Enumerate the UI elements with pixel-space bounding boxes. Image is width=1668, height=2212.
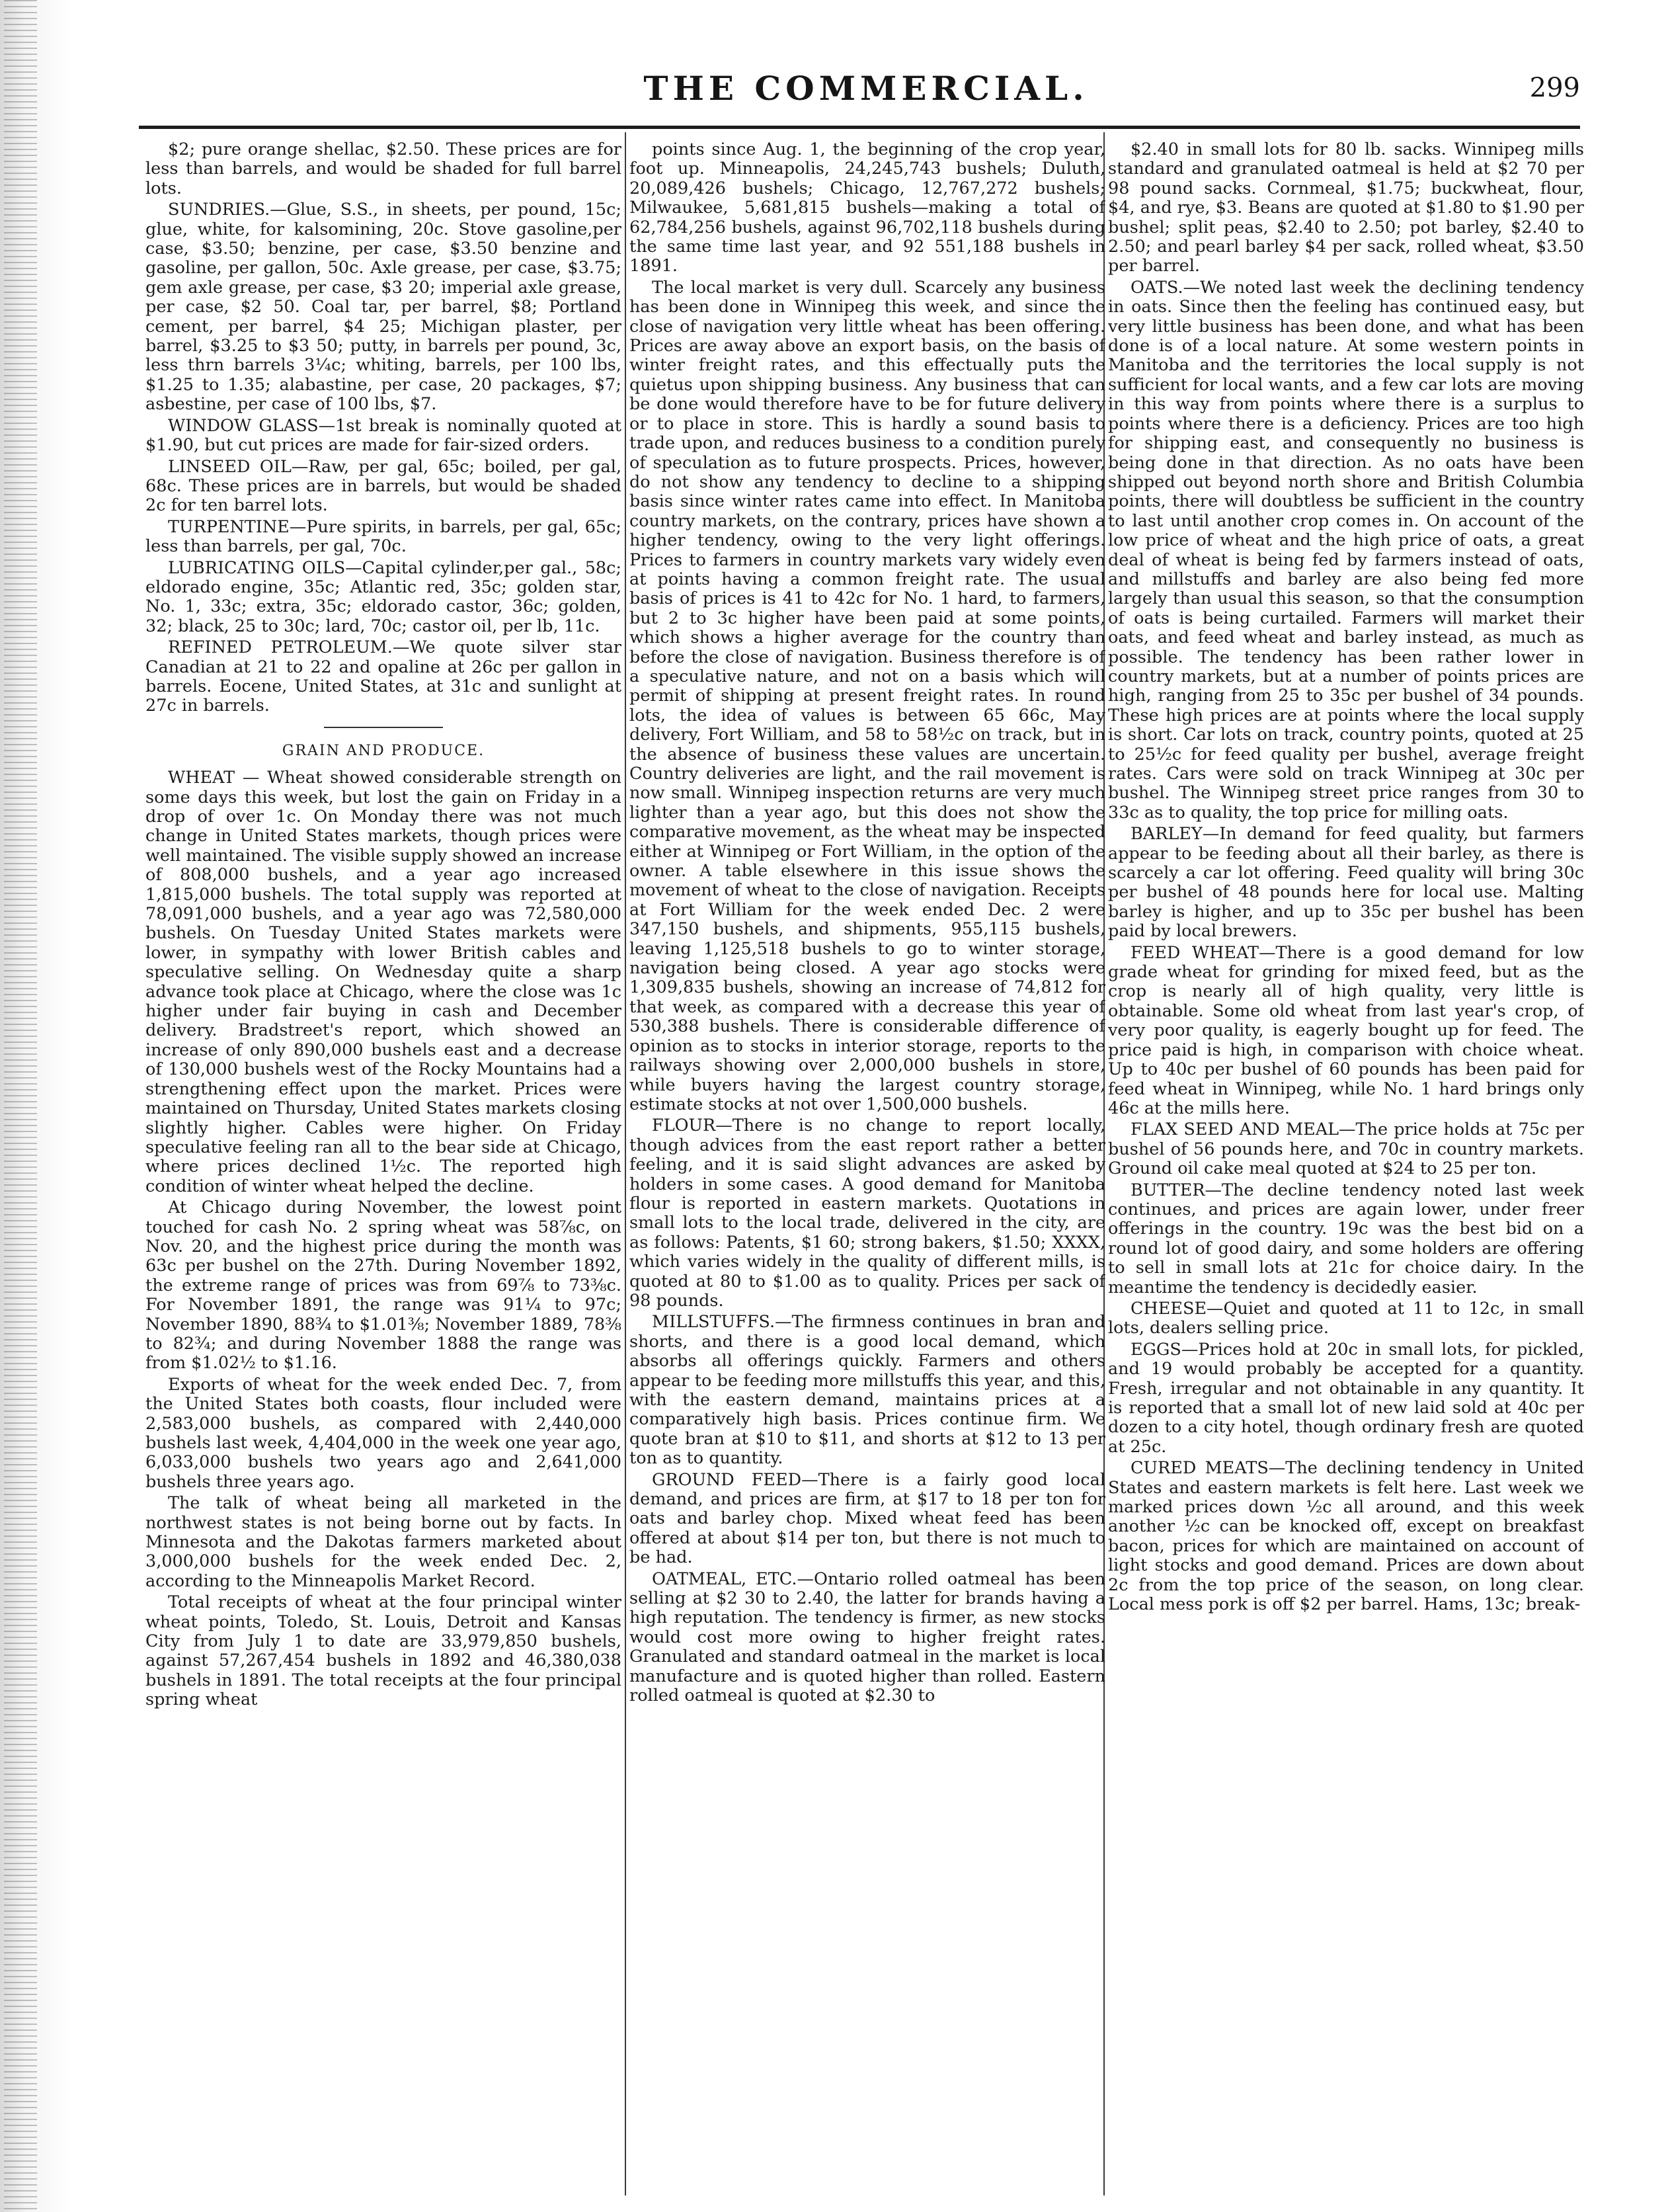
paragraph: EGGS—Prices hold at 20c in small lots, for pickled, and 19 would probably be accepted for a quantity. Fresh, irregular and not obtainable in any quantity. It is reported that a small lot of new laid sold at 40c per dozen to a city hotel, though ordinary fresh are quoted at 25c. <box>1108 1339 1584 1457</box>
paragraph: OATS.—We noted last week the declining tendency in oats. Since then the feeling has continued easy, but very little business has been done, and what has been done is of a local nature. At some western points in Manitoba and the territories the local supply is not sufficient for local wants, and a few car lots are moving in this way from points where there is a surplus to points where there is a deficiency. Prices are too high for shipping east, and consequently no business is being done in that direction. As no oats have been shipped out beyond north shore and British Columbia points, there will doubtless be sufficient in the country to last until another crop comes in. On account of the low price of wheat and the high price of oats, a great deal of wheat is being fed by farmers instead of oats, and millstuffs and barley are also being fed more largely than usual this season, so that the consumption of oats is being curtailed. Farmers will market their oats, and feed wheat and barley instead, as much as possible. The tendency has been rather lower in country markets, but at a number of points prices are high, ranging from 25 to 35c per bushel of 34 pounds. These high prices are at points where the local supply is short. Car lots on track, country points, quoted at 25 to 25½c for feed quality per bushel, average freight rates. Cars were sold on track Winnipeg at 30c per bushel. The Winnipeg street price ranges from 30 to 33c as to quality, the top price for milling oats. <box>1108 277 1584 823</box>
paragraph: MILLSTUFFS.—The firmness continues in bran and shorts, and there is a good local demand, which absorbs all offerings quickly. Farmers and others appear to be feeding more millstuffs this year, and this, with the eastern demand, maintains prices at a comparatively high basis. Prices continue firm. We quote bran at $10 to $11, and shorts at $12 to 13 per ton as to quantity. <box>629 1312 1105 1469</box>
paragraph: At Chicago during November, the lowest point touched for cash No. 2 spring wheat was 58⅞c, on Nov. 20, and the highest price during the month was 63c per bushel on the 27th. During November 1892, the extreme range of prices was from 69⅞ to 73⅜c. For November 1891, the range was 91¼ to 97c; November 1890, 88¾ to $1.01⅜; November 1889, 78⅜ to 82¾; and during November 1888 the range was from $1.02½ to $1.16. <box>145 1198 621 1373</box>
binding-stitch-marks <box>4 0 37 2212</box>
running-head <box>139 66 1593 119</box>
paragraph: Total receipts of wheat at the four principal winter wheat points, Toledo, St. Louis, Detroit and Kansas City from July 1 to date are 33,979,850 bushels, against 57,267,454 bushels in 1892 and 46,380,038 bushels in 1891. The total receipts at the four principal spring wheat <box>145 1592 621 1710</box>
paragraph: BUTTER—The decline tendency noted last week continues, and prices are again lower, under freer offerings in the country. 19c was the best bid on a round lot of good dairy, and some holders are offering to sell in small lots at 21c for choice dairy. In the meantime the tendency is decidedly easier. <box>1108 1180 1584 1297</box>
paragraph: SUNDRIES.—Glue, S.S., in sheets, per pound, 15c; glue, white, for kalsomining, 20c. Stove gasoline,per case, $3.50; benzine, per case, $3.50 benzine and gasoline, per gallon, 50c. Axle grease, per case, $3.75; gem axle grease, per case, $3 20; imperial axle grease, per case, $2 50. Coal tar, per barrel, $8; Portland cement, per barrel, $4 25; Michigan plaster, per barrel, $3.25 to $3 50; putty, in barrels per pound, 3c, less thrn barrels 3¼c; whiting, barrels, per 100 lbs, $1.25 to 1.35; alabastine, per case, 20 packages, $7; asbestine, per case of 100 lbs, $7. <box>145 200 621 415</box>
section-divider <box>324 727 443 728</box>
paragraph: TURPENTINE—Pure spirits, in barrels, per gal, 65c; less than barrels, per gal, 70c. <box>145 516 621 557</box>
paragraph: REFINED PETROLEUM.—We quote silver star Canadian at 21 to 22 and opaline at 26c per gallon in barrels. Eocene, United States, at 31c and sunlight at 27c in barrels. <box>145 637 621 716</box>
paragraph: FEED WHEAT—There is a good demand for low grade wheat for grinding for mixed feed, but as the crop is nearly all of high quality, very little is obtainable. Some old wheat from last year's crop, of very poor quality, is eagerly bought up for feed. The price paid is high, in comparison with choice wheat. Up to 40c per bushel of 60 pounds has been paid for feed wheat in Winnipeg, while No. 1 hard brings only 46c at the mills here. <box>1108 942 1584 1118</box>
masthead-title: THE COMMERCIAL. <box>643 69 1089 108</box>
paragraph: BARLEY—In demand for feed quality, but farmers appear to be feeding about all their barley, as there is scarcely a car lot offering. Feed quality will bring 30c per bushel of 48 pounds here for local use. Malting barley is higher, and up to 35c per bushel has been paid by local brewers. <box>1108 824 1584 942</box>
paragraph: LINSEED OIL—Raw, per gal, 65c; boiled, per gal, 68c. These prices are in barrels, but would be shaded 2c for ten barrel lots. <box>145 456 621 516</box>
paragraph: LUBRICATING OILS—Capital cylinder,per gal., 58c; eldorado engine, 35c; Atlantic red, 35c; golden star, No. 1, 33c; extra, 35c; eldorado castor, 36c; golden, 32; black, 25 to 30c; lard, 70c; castor oil, per lb, 11c. <box>145 557 621 636</box>
paragraph: The local market is very dull. Scarcely any business has been done in Winnipeg this week, and since the close of navigation very little wheat has been offering. Prices are away above an export basis, on the basis of winter freight rates, and this effectually puts the quietus upon shipping business. Any business that can be done would therefore have to be for future delivery or to place in store. This is hardly a sound basis to trade upon, and reduces business to a condition purely of speculation as to future prospects. Prices, however, do not show any tendency to decline to a shipping basis since winter rates came into effect. In Manitoba country markets, on the contrary, prices have shown a higher tendency, owing to the very light offerings. Prices to farmers in country markets vary widely even at points having a common freight rate. The usual basis of prices is 41 to 42c for No. 1 hard, to farmers, but 2 to 3c higher have been paid at some points, which shows a higher average for the country than before the close of navigation. Business therefore is of a speculative nature, and not on a basis which will permit of shipping at present freight rates. In round lots, the idea of values is between 65 66c, May delivery, Fort William, and 58 to 58½c on track, but in the absence of business these values are uncertain. Country deliveries are light, and the rail movement is now small. Winnipeg inspection returns are very much lighter than a year ago, but this does not show the comparative movement, as the wheat may be inspected either at Winnipeg or Fort William, in the option of the owner. A table elsewhere in this issue shows the movement of wheat to the close of navigation. Receipts at Fort William for the week ended Dec. 2 were 347,150 bushels, and shipments, 955,115 bushels, leaving 1,125,518 bushels to go to winter storage, navigation being closed. A year ago stocks were 1,309,835 bushels, showing an increase of 74,812 for that week, as compared with a decrease this year of 530,388 bushels. There is considerable difference of opinion as to stocks in interior storage, reports to the railways showing over 2,000,000 bushels in store, while buyers having the largest country storage, estimate stocks at not over 1,500,000 bushels. <box>629 277 1105 1114</box>
paragraph: WHEAT — Wheat showed considerable strength on some days this week, but lost the gain on Friday in a drop of over 1c. On Monday there was not much change in United States markets, though prices were well maintained. The visible supply showed an increase of 808,000 bushels, and a year ago increased 1,815,000 bushels. The total supply was reported at 78,091,000 bushels, and a year ago was 72,580,000 bushels. On Tuesday United States markets were lower, in sympathy with lower British cables and speculative selling. On Wednesday quite a sharp advance took place at Chicago, where the close was 1c higher under fair buying in cash and December delivery. Bradstreet's report, which showed an increase of only 890,000 bushels east and a decrease of 130,000 bushels west of the Rocky Mountains had a strengthening effect upon the market. Prices were maintained on Thursday, United States markets closing slightly higher. Cables were higher. On Friday speculative feeling ran all to the bear side at Chicago, where prices declined 1½c. The reported high condition of winter wheat helped the decline. <box>145 768 621 1196</box>
paragraph: $2.40 in small lots for 80 lb. sacks. Winnipeg mills standard and granulated oatmeal is held at $2 70 per 98 pound sacks. Cornmeal, $1.75; buckwheat, flour, $4, and rye, $3. Beans are quoted at $1.80 to $1.90 per bushel; split peas, $2.40 to 2.50; pot barley, $2.40 to 2.50; and pearl barley $4 per sack, rolled wheat, $3.50 per barrel. <box>1108 140 1584 276</box>
paragraph: $2; pure orange shellac, $2.50. These prices are for less than barrels, and would be shaded for full barrel lots. <box>145 140 621 198</box>
paragraph: FLAX SEED AND MEAL—The price holds at 75c per bushel of 56 pounds here, and 70c in country markets. Ground oil cake meal quoted at $24 to 25 per ton. <box>1108 1120 1584 1179</box>
paragraph: OATMEAL, ETC.—Ontario rolled oatmeal has been selling at $2 30 to 2.40, the latter for brands having a high reputation. The tendency is firmer, as new stocks would cost more owing to higher freight rates. Granulated and standard oatmeal in the market is local manufacture and is quoted higher than rolled. Eastern rolled oatmeal is quoted at $2.30 to <box>629 1569 1105 1706</box>
header-rule <box>139 126 1580 129</box>
paragraph: GROUND FEED—There is a fairly good local demand, and prices are firm, at $17 to 18 per ton for oats and barley chop. Mixed wheat feed has been offered at about $14 per ton, but there is not much to be had. <box>629 1469 1105 1568</box>
paragraph: The talk of wheat being all marketed in the northwest states is not being borne out by facts. In Minnesota and the Dakotas farmers marketed about 3,000,000 bushels for the week ended Dec. 2, according to the Minneapolis Market Record. <box>145 1493 621 1591</box>
paragraph: CURED MEATS—The declining tendency in United States and eastern markets is felt here. Last week we marked prices down ½c all around, and this week another ½c can be knocked off, except on breakfast bacon, prices for which are maintained on account of light stocks and good demand. Prices are down about 2c from the top price of the season, on long clear. Local mess pork is off $2 per barrel. Hams, 13c; break- <box>1108 1458 1584 1615</box>
column-rule <box>625 132 626 2195</box>
paragraph: points since Aug. 1, the beginning of the crop year, foot up. Minneapolis, 24,245,743 bushels; Duluth, 20,089,426 bushels; Chicago, 12,767,272 bushels; Milwaukee, 5,681,815 bushels—making a total of 62,784,256 bushels, against 96,702,118 bushels during the same time last year, and 92 551,188 bushels in 1891. <box>629 140 1105 276</box>
section-heading: GRAIN AND PRODUCE. <box>282 742 485 759</box>
column-1 <box>145 140 621 2157</box>
column-2 <box>629 140 1105 2157</box>
paragraph: Exports of wheat for the week ended Dec. 7, from the United States both coasts, flour included were 2,583,000 bushels, as compared with 2,440,000 bushels last week, 4,404,000 in the week one year ago, 6,033,000 bushels two years ago and 2,641,000 bushels three years ago. <box>145 1374 621 1492</box>
page-number: 299 <box>1529 73 1580 103</box>
paragraph: WINDOW GLASS—1st break is nominally quoted at $1.90, but cut prices are made for fair-sized orders. <box>145 415 621 456</box>
paragraph: CHEESE—Quiet and quoted at 11 to 12c, in small lots, dealers selling price. <box>1108 1298 1584 1338</box>
column-3 <box>1108 140 1584 2157</box>
paragraph: FLOUR—There is no change to report locally, though advices from the east report rather a better feeling, and it is said slight advances are asked by holders in some cases. A good demand for Manitoba flour is reported in eastern markets. Quotations in small lots to the local trade, delivered in the city, are as follows: Patents, $1 60; strong bakers, $1.50; XXXX, which varies widely in the quality of different mills, is quoted at 80 to $1.00 as to quality. Prices per sack of 98 pounds. <box>629 1116 1105 1311</box>
binding-edge <box>0 0 79 2212</box>
